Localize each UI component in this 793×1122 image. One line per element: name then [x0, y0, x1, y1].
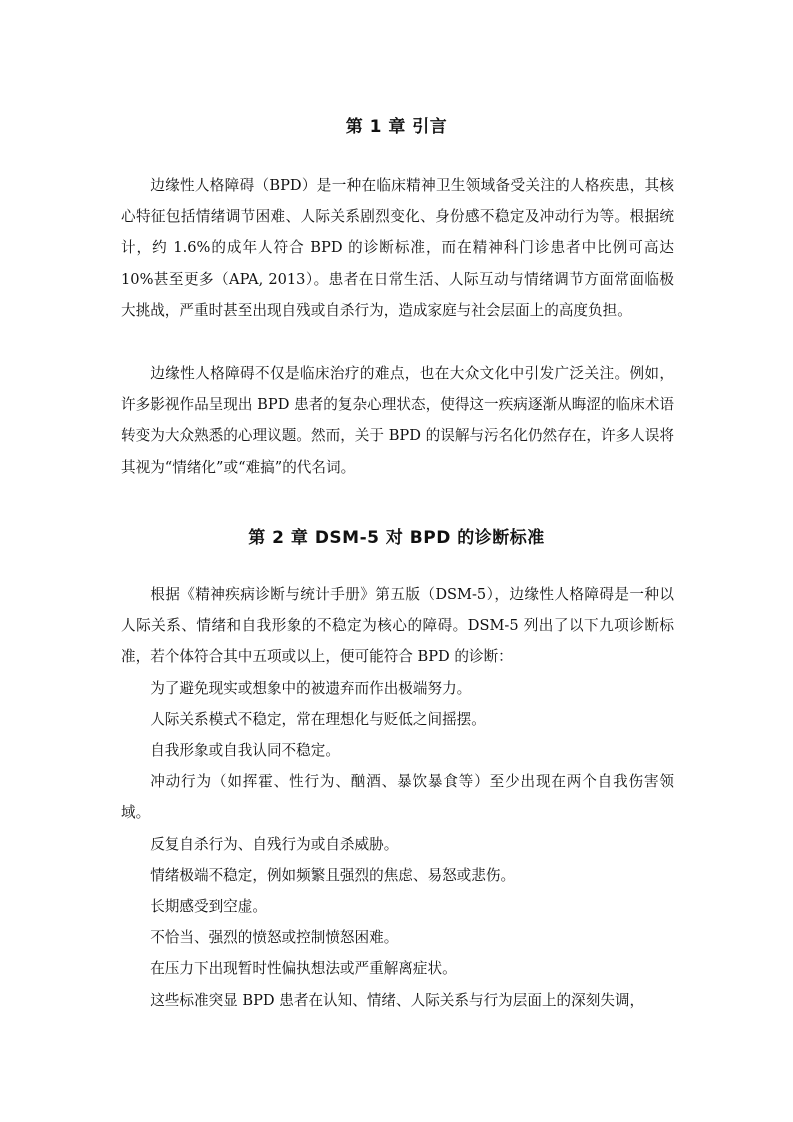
criterion-9: 在压力下出现暂时性偏执想法或严重解离症状。 — [150, 960, 457, 977]
criterion-6: 情绪极端不稳定，例如频繁且强烈的焦虑、易怒或悲伤。 — [150, 867, 516, 884]
chapter-1-paragraph-2: 边缘性人格障碍不仅是临床治疗的难点，也在大众文化中引发广泛关注。例如，许多影视作品呈现出 BPD 患者的复杂心理状态，使得这一疾病逐渐从晦涩的临床术语转变为大众熟悉的心理议题。然而，关于 BPD 的误解与污名化仍然存在，许多人误将其视为“情绪化”或“难搞”的代名词。 — [121, 365, 674, 476]
chapter-2-closing: 这些标准突显 BPD 患者在认知、情绪、人际关系与行为层面上的深刻失调， — [150, 992, 645, 1009]
criterion-2: 人际关系模式不稳定，常在理想化与贬低之间摇摆。 — [150, 711, 486, 728]
criterion-5: 反复自杀行为、自残行为或自杀威胁。 — [150, 836, 399, 853]
criterion-7: 长期感受到空虚。 — [150, 898, 267, 915]
chapter-2-intro: 根据《精神疾病诊断与统计手册》第五版（DSM-5），边缘性人格障碍是一种以人际关系、情绪和自我形象的不稳定为核心的障碍。DSM-5 列出了以下九项诊断标准，若个体符合其中五项或以上，便可能符合 BPD 的诊断： — [121, 586, 674, 666]
criterion-3: 自我形象或自我认同不稳定。 — [150, 742, 340, 759]
chapter-2-title: 第 2 章 DSM-5 对 BPD 的诊断标准 — [248, 528, 545, 548]
criterion-8: 不恰当、强烈的愤怒或控制愤怒困难。 — [150, 929, 399, 946]
criterion-1: 为了避免现实或想象中的被遗弃而作出极端努力。 — [150, 680, 472, 697]
chapter-1-paragraph-1: 边缘性人格障碍（BPD）是一种在临床精神卫生领域备受关注的人格疾患，其核心特征包括情绪调节困难、人际关系剧烈变化、身份感不稳定及冲动行为等。根据统计，约 1.6%的成年人符合 BPD 的诊断标准，而在精神科门诊患者中比例可高达 10%甚至更多（APA, 2013）。患者在日常生活、人际互动与情绪调节方面常面临极大挑战，严重时甚至出现自残或自杀行为，造成家庭与社会层面上的高度负担。 — [121, 177, 674, 319]
chapter-1-title: 第 1 章 引言 — [345, 117, 448, 137]
criterion-4: 冲动行为（如挥霍、性行为、酗酒、暴饮暴食等）至少出现在两个自我伤害领域。 — [121, 773, 674, 822]
